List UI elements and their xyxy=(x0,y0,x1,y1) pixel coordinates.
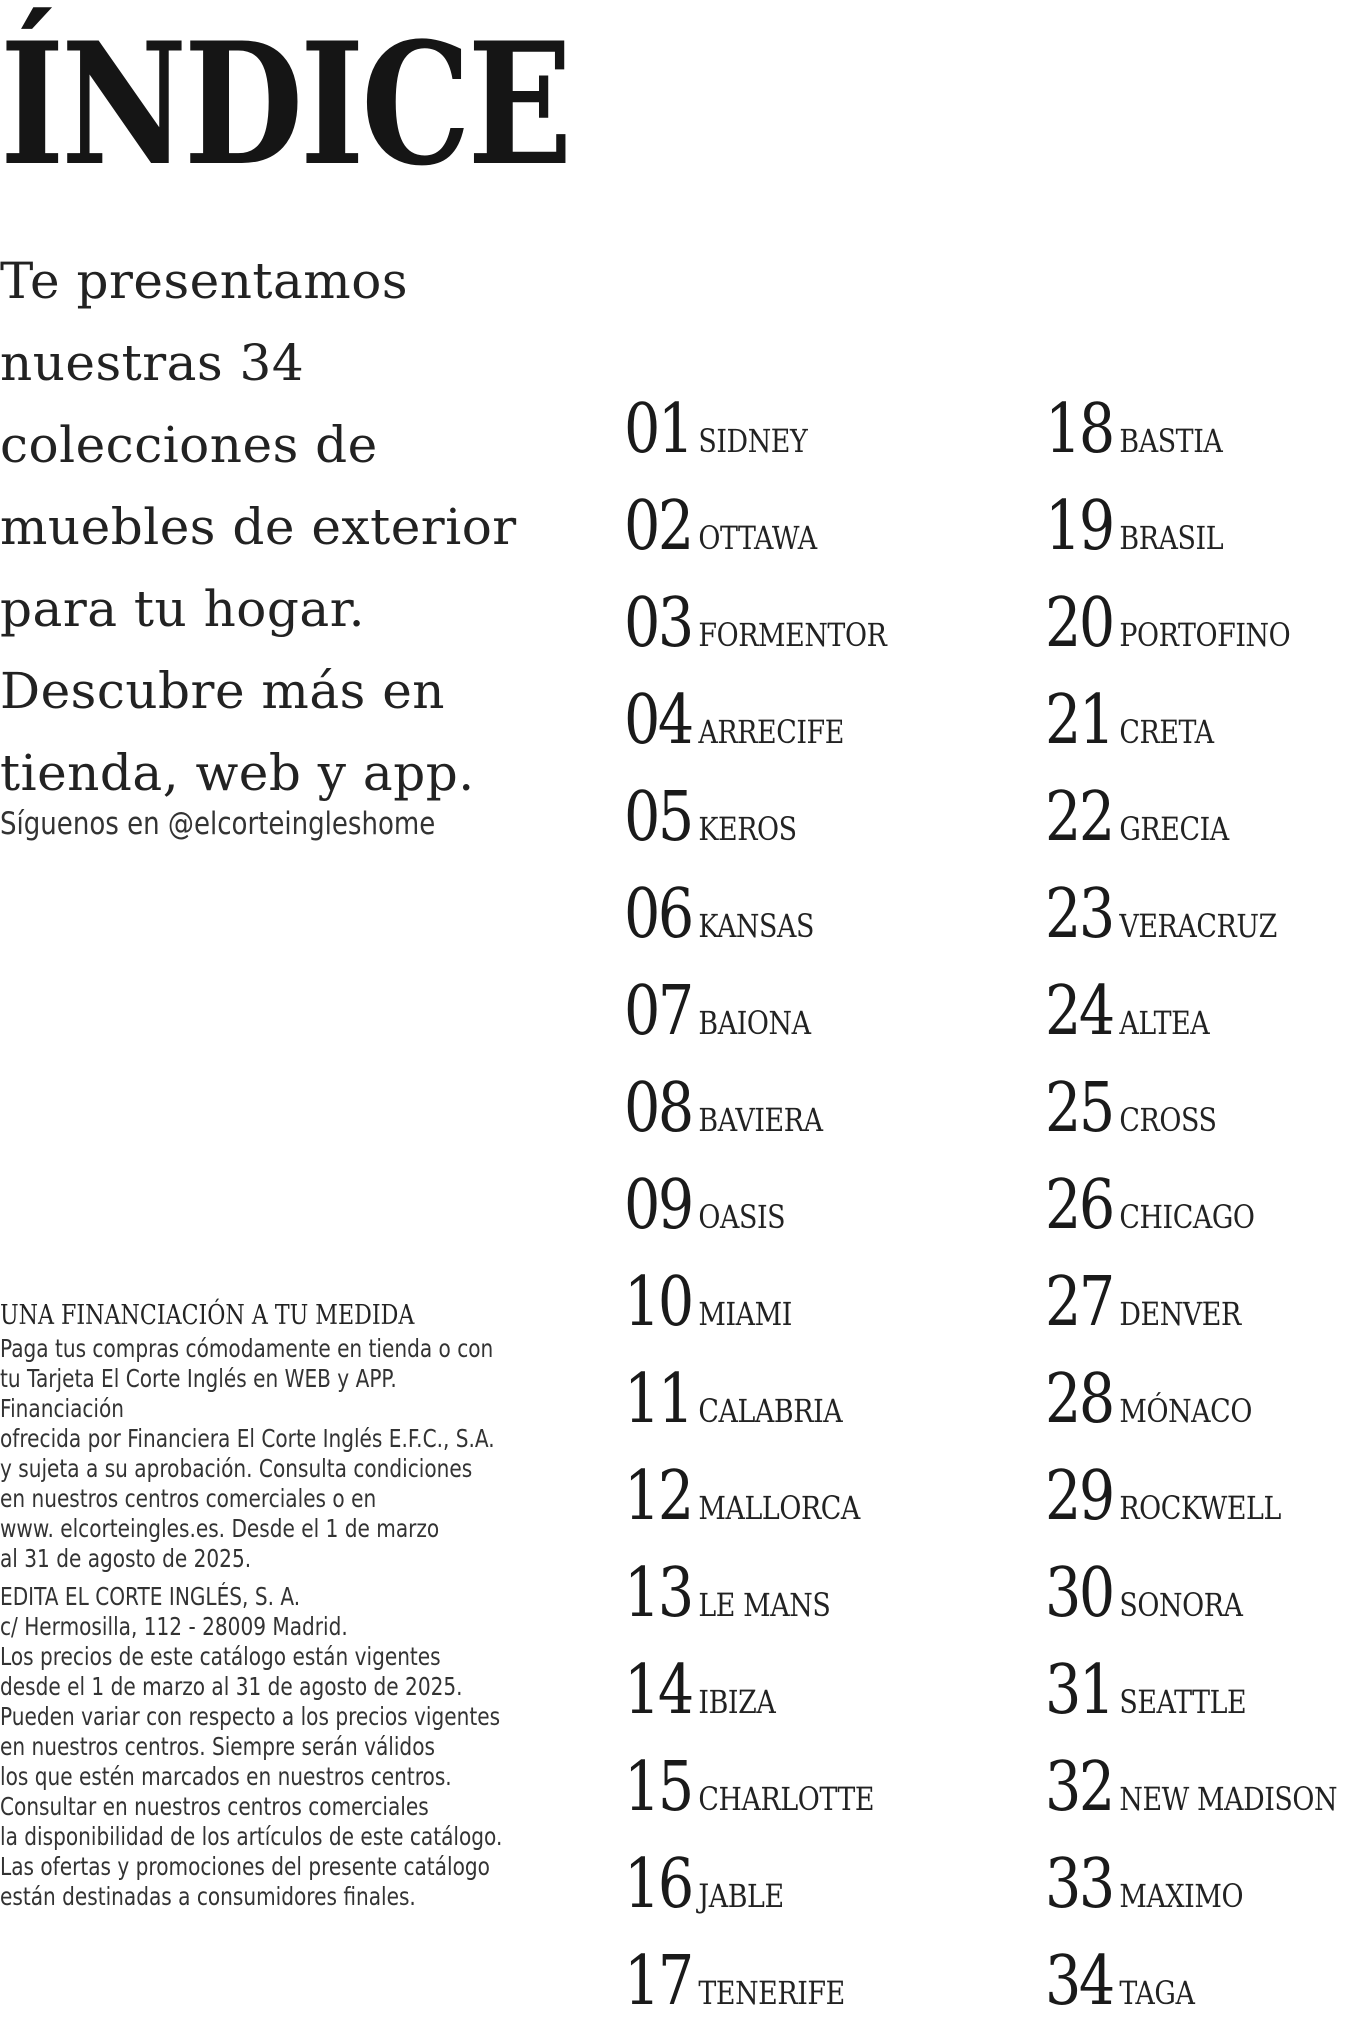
index-entry xyxy=(1045,778,1297,875)
index-entry xyxy=(1045,584,1297,681)
index-number: 31 xyxy=(1045,1651,1113,1730)
index-column-right xyxy=(1045,390,1345,2039)
index-entry xyxy=(624,1651,876,1748)
collection-name: DENVER xyxy=(1119,1295,1241,1333)
legal-text: EDITA EL CORTE INGLÉS, S. A. c/ Hermosilla, 112 - 28009 Madrid. Los precios de este catálogo están vigentes desde el 1 de marzo al 31 de agosto de 2025. Pueden variar con respecto a los precios vigentes en nuestros centros. Siempre serán válidos los que estén marcados en nuestros centros. Consultar en nuestros centros comerciales la disponibilidad de los artículos de este catálogo. Las ofertas y promociones del presente catálogo están destinadas a consumidores finales. xyxy=(0,1582,503,1911)
index-entry xyxy=(624,1748,876,1845)
index-entry xyxy=(624,1845,876,1942)
social-follow-text: Síguenos en @elcorteingleshome xyxy=(0,806,436,842)
index-entry xyxy=(1045,972,1297,1069)
index-number: 34 xyxy=(1045,1942,1113,2021)
collection-name: SIDNEY xyxy=(698,422,808,460)
index-entry xyxy=(624,1457,876,1554)
index-number: 02 xyxy=(624,487,692,566)
collection-name: CALABRIA xyxy=(698,1392,843,1430)
index-entry xyxy=(624,1554,876,1651)
index-entry xyxy=(1045,487,1297,584)
index-entry xyxy=(624,1069,876,1166)
collection-name: CHICAGO xyxy=(1119,1198,1255,1236)
index-number: 28 xyxy=(1045,1360,1113,1439)
index-number: 18 xyxy=(1045,390,1113,469)
index-number: 16 xyxy=(624,1845,692,1924)
index-number: 26 xyxy=(1045,1166,1113,1245)
index-entry xyxy=(1045,1651,1297,1748)
collection-name: BRASIL xyxy=(1119,519,1224,557)
index-entry xyxy=(624,584,887,681)
collection-name: JABLE xyxy=(698,1877,784,1915)
index-number: 15 xyxy=(624,1748,692,1827)
financing-heading: UNA FINANCIACIÓN A TU MEDIDA xyxy=(0,1300,415,1331)
index-entry xyxy=(624,875,876,972)
index-entry xyxy=(1045,1069,1297,1166)
index-entry xyxy=(1045,1845,1297,1942)
index-entry xyxy=(624,972,876,1069)
collection-name: ALTEA xyxy=(1119,1004,1210,1042)
collection-name: TAGA xyxy=(1119,1974,1195,2012)
index-number: 24 xyxy=(1045,972,1113,1051)
collection-name: GRECIA xyxy=(1119,810,1229,848)
collection-name: KANSAS xyxy=(698,907,815,945)
collection-name: CHARLOTTE xyxy=(698,1780,875,1818)
index-entry xyxy=(1045,1554,1297,1651)
collection-name: MALLORCA xyxy=(698,1489,860,1527)
index-entry xyxy=(624,778,876,875)
collection-name: IBIZA xyxy=(698,1683,776,1721)
collection-name: TENERIFE xyxy=(698,1974,845,2012)
financing-text: Paga tus compras cómodamente en tienda o con tu Tarjeta El Corte Inglés en WEB y APP. Financiación ofrecida por Financiera El Corte Inglés E.F.C., S.A. y sujeta a su aprobación. Consulta condiciones en nuestros centros comerciales o en www. elcorteingles.es. Desde el 1 de marzo al 31 de agosto de 2025. xyxy=(0,1334,495,1573)
collection-name: VERACRUZ xyxy=(1119,907,1277,945)
index-number: 08 xyxy=(624,1069,692,1148)
collection-name: OTTAWA xyxy=(698,519,817,557)
index-number: 10 xyxy=(624,1263,692,1342)
collection-name: FORMENTOR xyxy=(698,616,887,654)
index-number: 01 xyxy=(624,390,692,469)
index-number: 21 xyxy=(1045,681,1113,760)
collection-name: LE MANS xyxy=(698,1586,831,1624)
collection-name: CRETA xyxy=(1119,713,1214,751)
index-entry xyxy=(624,390,876,487)
legal-block xyxy=(0,1582,508,1912)
page-title: ÍNDICE xyxy=(0,5,570,203)
index-number: 03 xyxy=(624,584,692,663)
collection-name: SEATTLE xyxy=(1119,1683,1247,1721)
index-column-left xyxy=(624,390,924,2039)
index-entry xyxy=(624,1166,876,1263)
index-entry xyxy=(624,1942,876,2039)
index-number: 07 xyxy=(624,972,692,1051)
collection-name: NEW MADISON xyxy=(1119,1780,1338,1818)
collection-name: CROSS xyxy=(1119,1101,1217,1139)
index-number: 27 xyxy=(1045,1263,1113,1342)
index-number: 05 xyxy=(624,778,692,857)
intro-text: Te presentamos nuestras 34 colecciones de muebles de exterior para tu hogar. Descubre más en tienda, web y app. xyxy=(0,252,517,802)
index-entry xyxy=(1045,1457,1297,1554)
index-entry xyxy=(1045,875,1297,972)
index-entry xyxy=(1045,1263,1297,1360)
index-number: 17 xyxy=(624,1942,692,2021)
collection-name: PORTOFINO xyxy=(1119,616,1291,654)
index-entry xyxy=(1045,1360,1297,1457)
collection-name: ROCKWELL xyxy=(1119,1489,1281,1527)
index-entry xyxy=(624,1263,876,1360)
financing-block xyxy=(0,1298,508,1574)
index-number: 33 xyxy=(1045,1845,1113,1924)
index-number: 29 xyxy=(1045,1457,1113,1536)
collection-name: BAVIERA xyxy=(698,1101,823,1139)
index-entry xyxy=(1045,681,1297,778)
index-entry xyxy=(624,1360,876,1457)
index-number: 04 xyxy=(624,681,692,760)
index-entry xyxy=(1045,390,1297,487)
collection-name: KEROS xyxy=(698,810,797,848)
collection-name: MÓNACO xyxy=(1119,1392,1252,1430)
index-entry xyxy=(1045,1942,1297,2039)
collection-name: BAIONA xyxy=(698,1004,811,1042)
index-number: 09 xyxy=(624,1166,692,1245)
index-number: 19 xyxy=(1045,487,1113,566)
index-number: 30 xyxy=(1045,1554,1113,1633)
collection-name: ARRECIFE xyxy=(698,713,844,751)
index-number: 13 xyxy=(624,1554,692,1633)
index-number: 25 xyxy=(1045,1069,1113,1148)
index-number: 32 xyxy=(1045,1748,1113,1827)
index-number: 20 xyxy=(1045,584,1113,663)
index-number: 14 xyxy=(624,1651,692,1730)
index-entry xyxy=(1045,1748,1338,1845)
index-number: 23 xyxy=(1045,875,1113,954)
index-entry xyxy=(624,681,876,778)
collection-name: SONORA xyxy=(1119,1586,1243,1624)
collection-name: MAXIMO xyxy=(1119,1877,1244,1915)
index-entry xyxy=(1045,1166,1297,1263)
collection-name: BASTIA xyxy=(1119,422,1223,460)
index-number: 22 xyxy=(1045,778,1113,857)
index-number: 11 xyxy=(624,1360,692,1439)
collection-name: MIAMI xyxy=(698,1295,792,1333)
collection-name: OASIS xyxy=(698,1198,786,1236)
index-entry xyxy=(624,487,876,584)
index-number: 12 xyxy=(624,1457,692,1536)
index-number: 06 xyxy=(624,875,692,954)
